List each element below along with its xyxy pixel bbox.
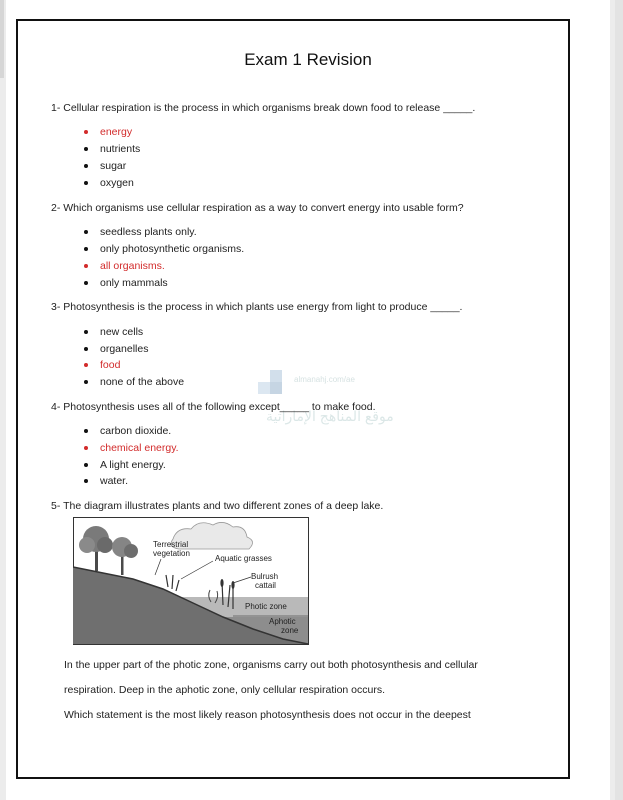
paragraph-1: In the upper part of the photic zone, organisms carry out both photosynthesis and cellular [64, 659, 478, 671]
question-3-option-4: none of the above [100, 376, 185, 388]
question-2-option-4: only mammals [100, 277, 168, 289]
watermark-url: almanahj.com/ae [294, 375, 355, 384]
left-edge-strip [0, 0, 4, 78]
question-1-option-1: energy [100, 126, 133, 138]
watermark-logo-icon [256, 370, 290, 404]
question-5-text: 5- The diagram illustrates plants and two different zones of a deep lake. [51, 500, 384, 512]
question-4-option-4: water. [100, 475, 129, 487]
question-3-option-3: food [100, 359, 121, 371]
watermark [256, 370, 406, 430]
question-1-option-4: oxygen [100, 177, 134, 189]
lake-zones-diagram [73, 517, 309, 645]
scrollbar-track[interactable] [615, 0, 623, 800]
question-4-option-3: A light energy. [100, 459, 166, 471]
paragraph-3: Which statement is the most likely reason photosynthesis does not occur in the deepest [64, 709, 471, 721]
diagram-label-aphotic-2: zone [281, 626, 299, 635]
diagram-label-terrestrial-1: Terrestrial [153, 540, 189, 549]
question-1-text: 1- Cellular respiration is the process in which organisms break down food to release _____. [51, 102, 476, 114]
paragraph-2: respiration. Deep in the aphotic zone, only cellular respiration occurs. [64, 684, 386, 696]
diagram-label-aquatic: Aquatic grasses [215, 554, 272, 563]
question-1-option-2: nutrients [100, 143, 141, 155]
question-4-option-1: carbon dioxide. [100, 425, 172, 437]
document-page [6, 0, 610, 800]
question-4-option-2: chemical energy. [100, 442, 179, 454]
question-3-option-1: new cells [100, 326, 144, 338]
question-3-option-2: organelles [100, 343, 149, 355]
question-1-option-3: sugar [100, 160, 127, 172]
diagram-label-terrestrial-2: vegetation [153, 549, 190, 558]
question-4-text: 4- Photosynthesis uses all of the following except_____ to make food. [51, 401, 376, 413]
question-2-option-3: all organisms. [100, 260, 165, 272]
question-2-text: 2- Which organisms use cellular respiration as a way to convert energy into usable form? [51, 202, 464, 214]
question-3-text: 3- Photosynthesis is the process in which plants use energy from light to produce _____. [51, 301, 463, 313]
watermark-text: موقع المناهج الإماراتية [266, 408, 394, 424]
question-2-option-1: seedless plants only. [100, 226, 197, 238]
diagram-label-photic: Photic zone [245, 602, 287, 611]
diagram-label-bulrush-1: Bulrush [251, 572, 279, 581]
diagram-label-aphotic-1: Aphotic [269, 617, 296, 626]
page-title: Exam 1 Revision [244, 50, 372, 69]
question-2-option-2: only photosynthetic organisms. [100, 243, 245, 255]
diagram-label-bulrush-2: cattail [255, 581, 276, 590]
